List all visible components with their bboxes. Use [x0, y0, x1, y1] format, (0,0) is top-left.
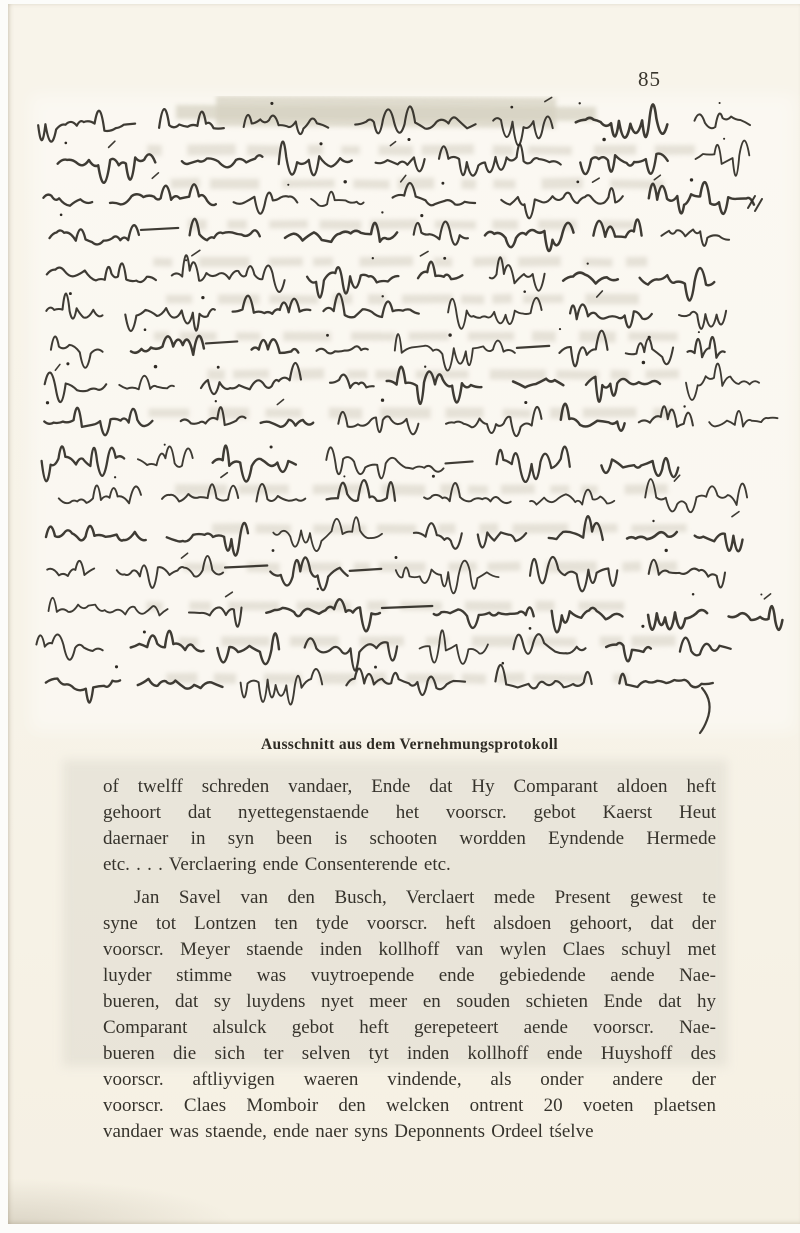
handwriting-word — [317, 346, 368, 353]
text-line: gehoort dat nyettegenstaende het voorscr. gebot Kaerst Heut — [103, 802, 716, 823]
handwriting-word — [530, 490, 614, 505]
manuscript-facsimile-image — [26, 96, 796, 741]
handwriting-word — [709, 411, 777, 427]
handwriting-word — [307, 267, 398, 297]
handwriting-word — [513, 379, 563, 388]
handwriting-word — [580, 154, 667, 174]
handwriting-word — [234, 193, 298, 214]
handwriting-word — [688, 337, 725, 358]
text-line: of twelff schreden vandaer, Ende dat Hy Comparant aldoen heft — [103, 776, 716, 797]
handwriting-word — [679, 311, 726, 329]
handwriting-word — [110, 184, 216, 205]
handwriting-word — [46, 679, 120, 703]
handwriting-word — [563, 273, 618, 284]
handwriting-word — [570, 304, 652, 327]
paragraph — [103, 885, 716, 1145]
handwriting-word — [424, 483, 511, 503]
handwriting-word — [326, 447, 443, 478]
text-line: voorscr. Meyer staende inden kollhoff van wylen Claes schuyl met — [103, 939, 716, 960]
text-line: voorscr. Claes Momboir den welcken ontrent 20 voeten plaetsen — [103, 1095, 716, 1116]
page-paper — [8, 4, 800, 1224]
handwriting-word — [686, 364, 759, 400]
handwriting-word — [119, 376, 174, 390]
handwriting-word — [38, 111, 135, 142]
handwriting-word — [47, 561, 94, 576]
handwriting-word — [45, 373, 106, 403]
handwriting-word — [648, 610, 707, 630]
text-line: Comparant alsulck gebot heft gerepeteert aende voorscr. Nae- — [103, 1017, 716, 1038]
handwriting-word — [252, 339, 299, 353]
handwriting-word — [43, 195, 92, 206]
handwriting-word — [680, 638, 731, 656]
handwriting-word — [59, 485, 141, 503]
handwriting-word — [552, 608, 623, 632]
text-line: bueren, dat sy luydens nyet meer en souden schieten Ende dat hy — [103, 991, 716, 1012]
handwriting-word — [36, 634, 102, 659]
flourish-stroke — [700, 688, 710, 733]
paragraph — [103, 774, 716, 878]
figure-caption: Ausschnitt aus dem Vernehmungsprotokoll — [261, 736, 558, 753]
text-line: bueren die sich ter selven tyt inden kollhoff ende Huyshoff des — [103, 1043, 716, 1064]
handwriting-word — [273, 517, 382, 551]
handwriting-word — [47, 263, 156, 282]
handwriting-word — [125, 308, 215, 331]
text-line: voorscr. aftliyvigen waeren vindende, als onder andere der — [103, 1069, 716, 1090]
handwriting-word — [661, 230, 729, 246]
handwriting-word — [270, 557, 347, 590]
handwriting-word — [376, 157, 425, 171]
text-line: vandaer was staende, ende naer syns Deponnents Ordeel tśelve — [103, 1121, 594, 1142]
text-line: daernaer in syn been is schooten wordden Eyndende Hermede — [103, 828, 716, 849]
handwriting-word — [261, 420, 314, 427]
handwriting-word — [586, 377, 660, 402]
page-number: 85 — [638, 67, 661, 91]
handwriting-word — [626, 339, 673, 365]
handwriting-word — [619, 674, 712, 687]
handwriting-word — [138, 446, 193, 467]
handwriting-word — [601, 458, 678, 477]
handwriting-word — [497, 447, 570, 482]
body-text — [103, 774, 716, 1145]
handwriting-word — [42, 446, 125, 481]
page-corner-shadow — [8, 1178, 238, 1224]
handwriting-word — [50, 225, 139, 244]
handwriting-word — [627, 532, 677, 539]
text-line: Jan Savel van den Busch, Verclaert mede Present gewest te — [134, 887, 716, 908]
handwriting-word — [640, 268, 715, 300]
handwriting-word — [182, 155, 263, 167]
handwriting-word — [478, 532, 526, 547]
handwriting-word — [213, 446, 296, 482]
handwriting-word — [696, 141, 750, 176]
handwriting-word — [649, 182, 754, 214]
handwriting-word — [44, 408, 152, 435]
text-line: etc. . . . Verclaering ende Consenterende etc. — [103, 854, 451, 875]
handwriting-word — [51, 337, 103, 368]
handwriting-word — [58, 154, 156, 182]
handwriting-word — [311, 192, 364, 206]
text-line: luyder stimme was vuytroepende ende gebiedende aende Nae- — [103, 965, 716, 986]
handwriting-word — [729, 606, 783, 630]
handwriting-word — [46, 294, 102, 319]
handwriting-word — [420, 630, 488, 664]
handwriting-word — [46, 526, 146, 541]
handwriting-word — [695, 113, 751, 128]
handwriting-word — [501, 188, 623, 218]
handwriting-word — [695, 534, 743, 552]
handwriting-word — [117, 556, 223, 588]
text-line: syne tot Lontzen ten tyde voorscr. heft alsdoen gehoort, dat der — [103, 913, 716, 934]
